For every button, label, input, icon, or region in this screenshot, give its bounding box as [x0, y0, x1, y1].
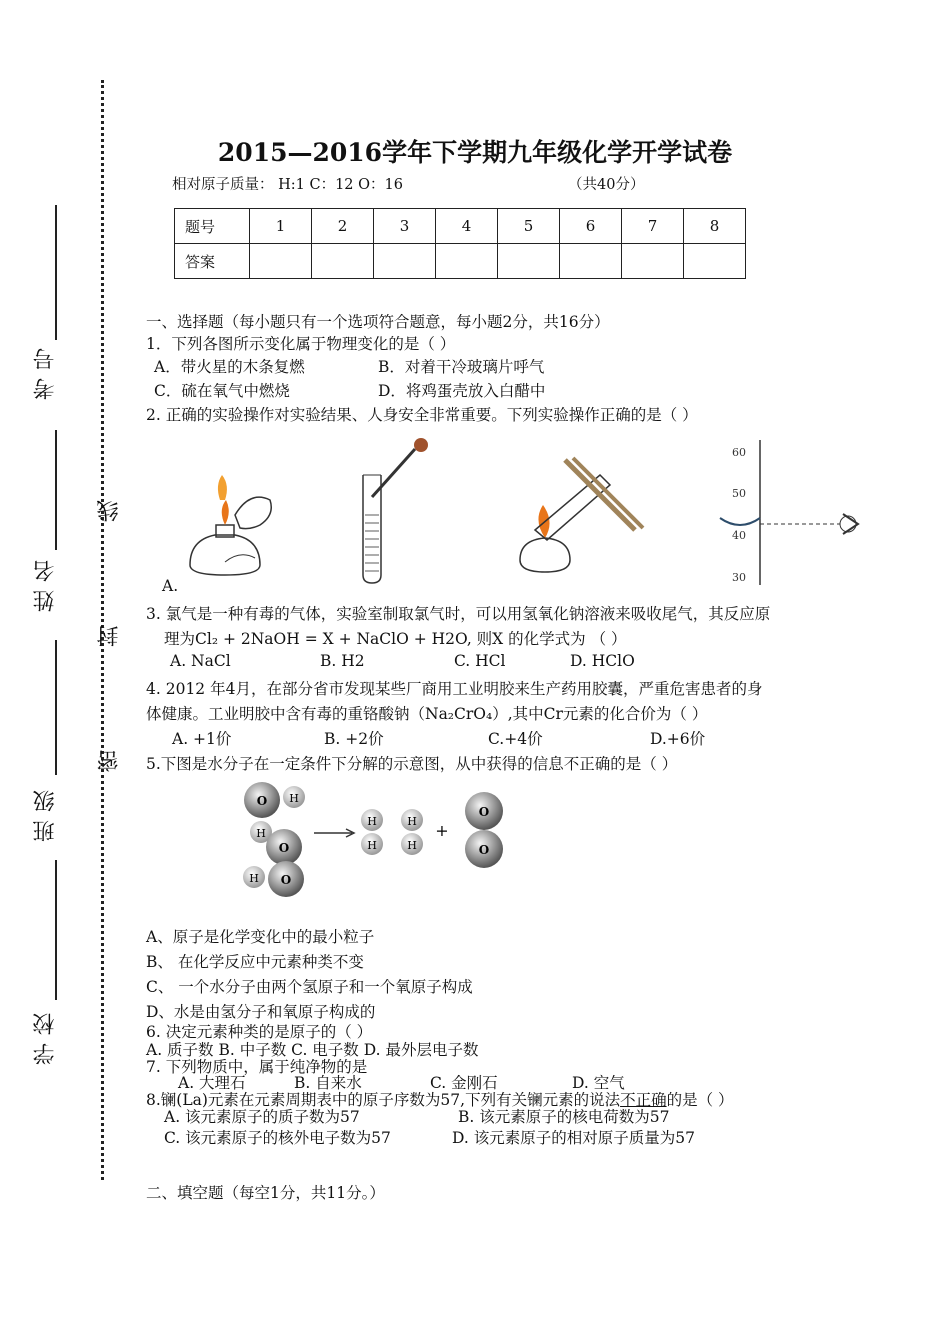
hydrogen-atom-label: H [249, 872, 259, 885]
hydrogen-atom-label: H [367, 815, 377, 828]
q5-option-c: C、 一个水分子由两个氢原子和一个氧原子构成 [146, 978, 473, 996]
q7-option-c: C. 金刚石 [430, 1074, 498, 1092]
q5-option-b: B、 在化学反应中元素种类不变 [146, 953, 364, 971]
q8-option-c: C. 该元素原子的核外电子数为57 [164, 1129, 391, 1147]
answer-cell[interactable] [250, 244, 312, 279]
table-number-cell: 2 [312, 209, 374, 244]
answer-cell[interactable] [684, 244, 746, 279]
heating-test-tube-figure [505, 450, 655, 585]
alcohol-lamp-lighting-figure [180, 470, 280, 580]
answer-cell[interactable] [560, 244, 622, 279]
school-label: 学校 [33, 1005, 58, 1065]
oxygen-atom-label: O [478, 843, 490, 857]
q2-option-a: A. [162, 577, 179, 595]
dropper-in-test-tube-figure [355, 435, 445, 585]
q5-option-a: A、原子是化学变化中的最小粒子 [146, 928, 375, 946]
answer-cell[interactable] [622, 244, 684, 279]
q3-option-c: C. HCl [454, 652, 506, 670]
oxygen-atom-label: O [478, 805, 490, 819]
answer-cell[interactable] [436, 244, 498, 279]
answer-cell[interactable] [312, 244, 374, 279]
q3-stem-2: 理为Cl₂ + 2NaOH = X + NaClO + H2O, 则X 的化学式为 （ ） [164, 630, 627, 648]
q3-stem: 3. 氯气是一种有毒的气体，实验室制取氯气时，可以用氢氧化钠溶液来吸收尾气，其反应原 [146, 605, 771, 623]
oxygen-atom-label: O [280, 873, 292, 887]
q8-option-a: A. 该元素原子的质子数为57 [164, 1108, 360, 1126]
answer-cell[interactable] [374, 244, 436, 279]
oxygen-atom-label: O [278, 841, 290, 855]
q1-option-b: B．对着干冷玻璃片呼气 [378, 358, 545, 376]
answer-table-header-row [175, 209, 746, 244]
q5-stem: 5.下图是水分子在一定条件下分解的示意图，从中获得的信息不正确的是（ ） [146, 755, 678, 773]
table-number-cell: 5 [498, 209, 560, 244]
page-title: 2015—2016学年下学期九年级化学开学试卷 [217, 138, 733, 167]
table-number-cell: 8 [684, 209, 746, 244]
hydrogen-atom-label: H [256, 827, 266, 840]
q8-stem-pre: 8.镧(La)元素在元素周期表中的原子序数为57,下列有关镧元素的说法 [146, 1091, 621, 1109]
table-number-cell: 3 [374, 209, 436, 244]
school-blank[interactable] [55, 860, 57, 1000]
atomic-mass-line: 相对原子质量： H:1 C：12 O：16 [172, 177, 403, 193]
q7-stem: 7. 下列物质中，属于纯净物的是 [146, 1058, 368, 1076]
table-label-number: 题号 [175, 209, 250, 244]
hydrogen-atom-label: H [407, 815, 417, 828]
q4-option-c: C.+4价 [488, 730, 543, 748]
table-number-cell: 7 [622, 209, 684, 244]
name-label: 姓名 [33, 552, 58, 612]
q8-option-b: B. 该元素原子的核电荷数为57 [458, 1108, 670, 1126]
q4-option-d: D.+6价 [650, 730, 706, 748]
cyl-tick-40: 40 [732, 529, 746, 542]
q6-options: A. 质子数 B. 中子数 C. 电子数 D. 最外层电子数 [146, 1041, 479, 1059]
total-score: （共40分） [568, 177, 645, 193]
q7-option-d: D. 空气 [572, 1074, 625, 1092]
water-decomposition-diagram [232, 775, 522, 905]
q4-stem: 4. 2012 年4月，在部分省市发现某些厂商用工业明胶来生产药用胶囊，严重危害患者的身 [146, 680, 763, 698]
q5-option-d: D、水是由氢分子和氧原子构成的 [146, 1003, 376, 1021]
oxygen-atom-label: O [256, 794, 268, 808]
table-number-cell: 6 [560, 209, 622, 244]
exam-no-label: 考号 [33, 340, 58, 400]
q7-option-b: B. 自来水 [294, 1074, 362, 1092]
seal-char-seal: 封 [97, 625, 122, 647]
q8-stem-underlined: 不正确 [620, 1091, 667, 1109]
seal-char-secret: 密 [97, 750, 122, 772]
name-blank[interactable] [55, 430, 57, 550]
q4-option-b: B. +2价 [324, 730, 384, 748]
cyl-tick-50: 50 [732, 487, 746, 500]
q3-option-b: B. H2 [320, 652, 365, 670]
table-number-cell: 1 [250, 209, 312, 244]
q1-option-a: A．带火星的木条复燃 [154, 358, 305, 376]
q3-option-d: D. HClO [570, 652, 635, 670]
answer-table-answer-row [175, 244, 746, 279]
class-blank[interactable] [55, 640, 57, 775]
exam-no-blank[interactable] [55, 205, 57, 340]
q3-option-a: A. NaCl [170, 652, 231, 670]
q2-stem: 2. 正确的实验操作对实验结果、人身安全非常重要。下列实验操作正确的是（ ） [146, 406, 698, 424]
table-number-cell: 4 [436, 209, 498, 244]
q6-stem: 6. 决定元素种类的是原子的（ ） [146, 1023, 373, 1041]
hydrogen-atom-label: H [367, 839, 377, 852]
q8-option-d: D. 该元素原子的相对原子质量为57 [452, 1129, 695, 1147]
hydrogen-atom-label: H [407, 839, 417, 852]
q4-option-a: A. +1价 [172, 730, 232, 748]
table-label-answer: 答案 [175, 244, 250, 279]
answer-cell[interactable] [498, 244, 560, 279]
q8-stem-post: 的是（ ） [666, 1091, 734, 1109]
section2-heading: 二、填空题（每空1分，共11分。） [146, 1184, 385, 1202]
q4-stem-2: 体健康。工业明胶中含有毒的重铬酸钠（Na₂CrO₄）,其中Cr元素的化合价为（ ） [146, 705, 708, 723]
q1-option-c: C．硫在氧气中燃烧 [154, 382, 290, 400]
cyl-tick-30: 30 [732, 571, 746, 584]
q1-stem: 1．下列各图所示变化属于物理变化的是（ ） [146, 335, 456, 353]
class-label: 班级 [33, 782, 58, 842]
seal-char-line: 线 [97, 500, 122, 522]
q1-option-d: D．将鸡蛋壳放入白醋中 [378, 382, 546, 400]
graduated-cylinder-reading-figure [718, 440, 868, 585]
q7-option-a: A. 大理石 [178, 1074, 246, 1092]
hydrogen-atom-label: H [289, 792, 299, 805]
cyl-tick-60: 60 [732, 446, 746, 459]
plus-sign: + [435, 821, 449, 840]
section1-heading: 一、选择题（每小题只有一个选项符合题意，每小题2分，共16分） [146, 313, 610, 331]
answer-table [174, 208, 746, 279]
